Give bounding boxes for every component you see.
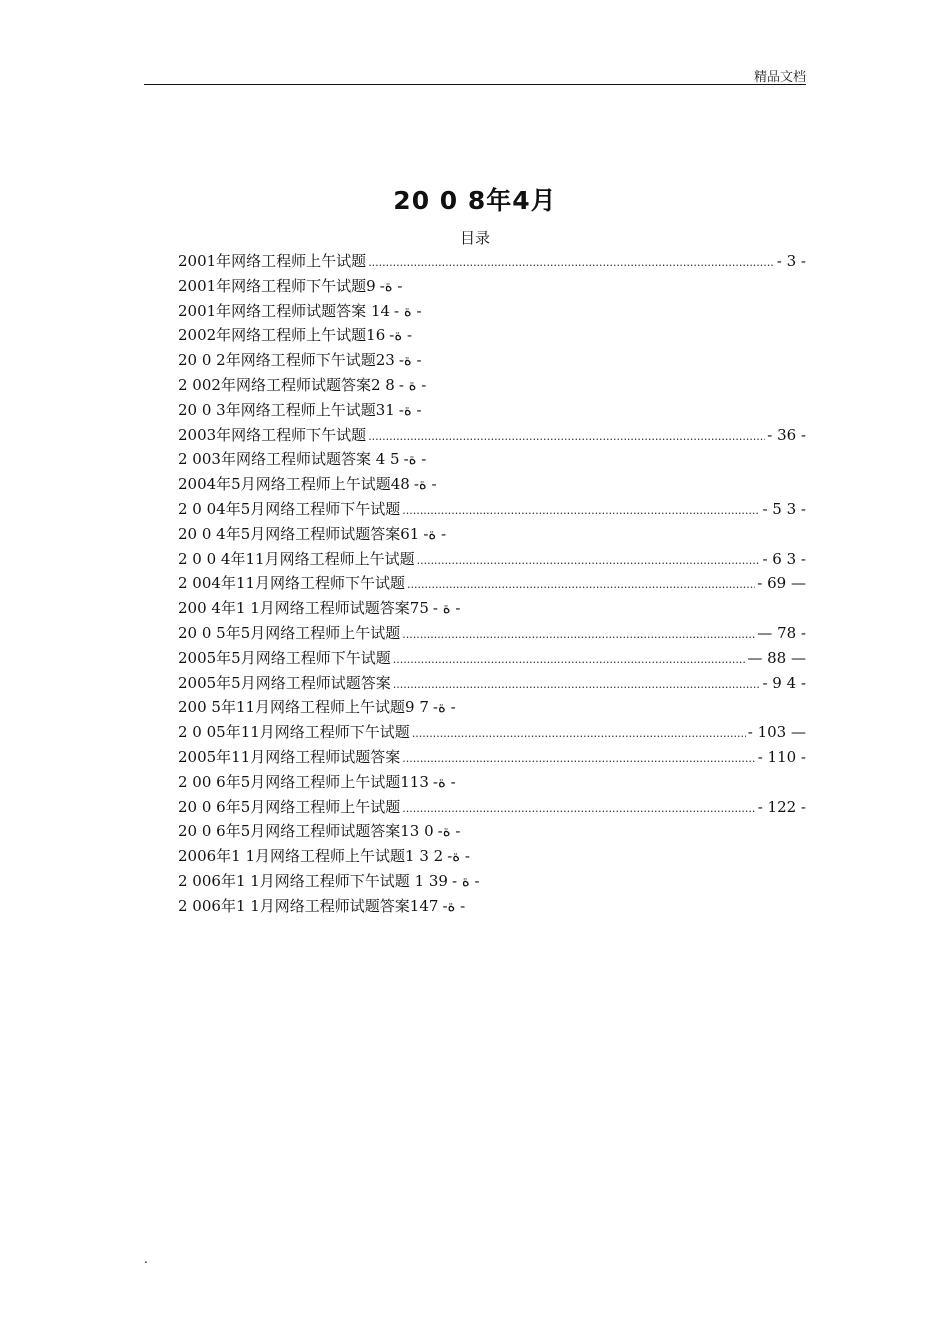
toc-entry[interactable]	[178, 720, 806, 745]
toc-entry-title: 2004年5月网络工程师上午试题48	[178, 475, 410, 494]
toc-entry[interactable]	[178, 770, 806, 795]
toc-entry[interactable]	[178, 646, 806, 671]
toc-entry-title: 2 0 05年11月网络工程师下午试题	[178, 723, 410, 742]
toc-entry[interactable]	[178, 547, 806, 572]
toc-dot-leader	[412, 722, 746, 747]
toc-dot-leader	[402, 747, 755, 772]
toc-entry-title: 2 004年11月网络工程师下午试题	[178, 574, 406, 593]
toc-entry[interactable]	[178, 621, 806, 646]
toc-heading: 目录	[459, 229, 490, 247]
toc-entry-page: — 78 -	[757, 623, 806, 642]
toc-entry[interactable]	[178, 447, 806, 472]
toc-dot-leader	[402, 623, 755, 648]
toc-entry-page: -ة -	[437, 822, 461, 841]
toc-entry[interactable]	[178, 249, 806, 274]
toc-entry[interactable]	[178, 522, 806, 547]
toc-dot-leader	[393, 673, 761, 698]
toc-entry[interactable]	[178, 274, 806, 299]
toc-entry-page: -ة -	[379, 276, 403, 295]
toc-entry-title: 2005年5月网络工程师试题答案	[178, 673, 391, 692]
toc-entry-title: 2 003年网络工程师试题答案 4 5	[178, 450, 400, 469]
toc-dot-leader	[368, 251, 775, 276]
toc-entry-page: -ة -	[447, 847, 470, 866]
toc-entry-title: 2005年5月网络工程师下午试题	[178, 648, 391, 667]
toc-entry-page: - 3 -	[776, 252, 806, 270]
toc-dot-leader	[417, 549, 761, 574]
toc-entry-title: 20 0 4年5月网络工程师试题答案61	[178, 524, 420, 543]
toc-dot-leader	[368, 425, 765, 450]
footer-mark: .	[144, 1252, 148, 1266]
toc-entry[interactable]	[178, 398, 806, 423]
toc-entry-title: 2 0 04年5月网络工程师下午试题	[178, 499, 401, 518]
toc-entry-title: 2001年网络工程师试题答案 14	[178, 301, 391, 320]
toc-entry-page: -ة -	[442, 896, 466, 915]
toc-entry-title: 2 006年1 1月网络工程师试题答案147	[178, 896, 439, 915]
toc-entry-title: 20 0 6年5月网络工程师试题答案13 0	[178, 822, 434, 841]
toc-dot-leader	[393, 648, 746, 673]
toc-entry-title: 2006年1 1月网络工程师上午试题1 3 2	[178, 847, 444, 866]
toc-entry-page: - ة -	[394, 301, 422, 320]
toc-entry[interactable]	[178, 695, 806, 720]
toc-entry-title: 2005年11月网络工程师试题答案	[178, 747, 401, 766]
toc-entry-title: 20 0 2年网络工程师下午试题23	[178, 351, 395, 370]
toc-entry-page: -ة -	[389, 326, 413, 345]
toc-entry-page: - 36 -	[767, 425, 806, 444]
toc-entry-title: 2 002年网络工程师试题答案2 8	[178, 375, 395, 394]
toc-entry-page: -ة -	[413, 475, 437, 494]
toc-entry-title: 2 0 0 4年11月网络工程师上午试题	[178, 549, 415, 568]
toc-entry[interactable]	[178, 671, 806, 696]
toc-entry[interactable]	[178, 571, 806, 596]
toc-entry-page: -ة -	[432, 772, 456, 791]
toc-entry-title: 20 0 6年5月网络工程师上午试题	[178, 797, 401, 816]
toc-entry-page: - ة -	[432, 599, 461, 618]
toc-entry[interactable]	[178, 348, 806, 373]
toc-entry-title: 2001年网络工程师上午试题	[178, 252, 367, 270]
toc-dot-leader	[402, 797, 755, 822]
toc-entry-page: - ة -	[451, 871, 480, 890]
table-of-contents	[178, 249, 806, 919]
toc-entry-title: 200 5年11月网络工程师上午试题9 7	[178, 698, 429, 717]
toc-entry[interactable]	[178, 497, 806, 522]
toc-entry-page: - 110 -	[757, 747, 806, 766]
toc-entry-title: 2001年网络工程师下午试题9	[178, 276, 376, 295]
toc-entry-page: -ة -	[398, 351, 422, 370]
toc-entry[interactable]	[178, 323, 806, 348]
toc-entry-title: 2 006年1 1月网络工程师下午试题 1 39	[178, 871, 448, 890]
toc-entry[interactable]	[178, 472, 806, 497]
toc-entry[interactable]	[178, 844, 806, 869]
toc-entry-title: 20 0 3年网络工程师上午试题31	[178, 400, 395, 419]
toc-entry-title: 20 0 5年5月网络工程师上午试题	[178, 623, 401, 642]
toc-entry-page: - 6 3 -	[762, 549, 806, 568]
toc-entry-title: 2003年网络工程师下午试题	[178, 425, 367, 444]
toc-dot-leader	[402, 499, 760, 524]
header-rule	[144, 84, 806, 85]
toc-entry-page: - 122 -	[757, 797, 806, 816]
header-label: 精品文档	[753, 70, 806, 85]
toc-entry-page: - ة -	[398, 375, 427, 394]
toc-entry[interactable]	[178, 423, 806, 448]
toc-entry[interactable]	[178, 819, 806, 844]
toc-entry[interactable]	[178, 745, 806, 770]
toc-entry-page: — 88 —	[747, 648, 806, 667]
toc-entry-page: -ة -	[403, 450, 427, 469]
toc-entry-page: -ة -	[432, 698, 456, 717]
toc-entry-page: - 103 —	[747, 723, 806, 742]
toc-entry-title: 200 4年1 1月网络工程师试题答案75	[178, 599, 429, 618]
toc-entry[interactable]	[178, 596, 806, 621]
toc-entry[interactable]	[178, 299, 806, 324]
document-title: 20 0 8年4月	[393, 186, 557, 215]
toc-entry-page: -ة -	[423, 524, 447, 543]
toc-dot-leader	[407, 573, 755, 598]
toc-entry-page: -ة -	[398, 400, 422, 419]
toc-entry-page: - 9 4 -	[762, 673, 806, 692]
toc-entry-page: - 5 3 -	[762, 499, 806, 518]
toc-entry-page: - 69 —	[757, 574, 806, 593]
toc-entry[interactable]	[178, 373, 806, 398]
toc-entry-title: 2 00 6年5月网络工程师上午试题113	[178, 772, 429, 791]
toc-entry[interactable]	[178, 869, 806, 894]
toc-entry-title: 2002年网络工程师上午试题16	[178, 326, 386, 345]
toc-entry[interactable]	[178, 795, 806, 820]
toc-entry[interactable]	[178, 894, 806, 919]
